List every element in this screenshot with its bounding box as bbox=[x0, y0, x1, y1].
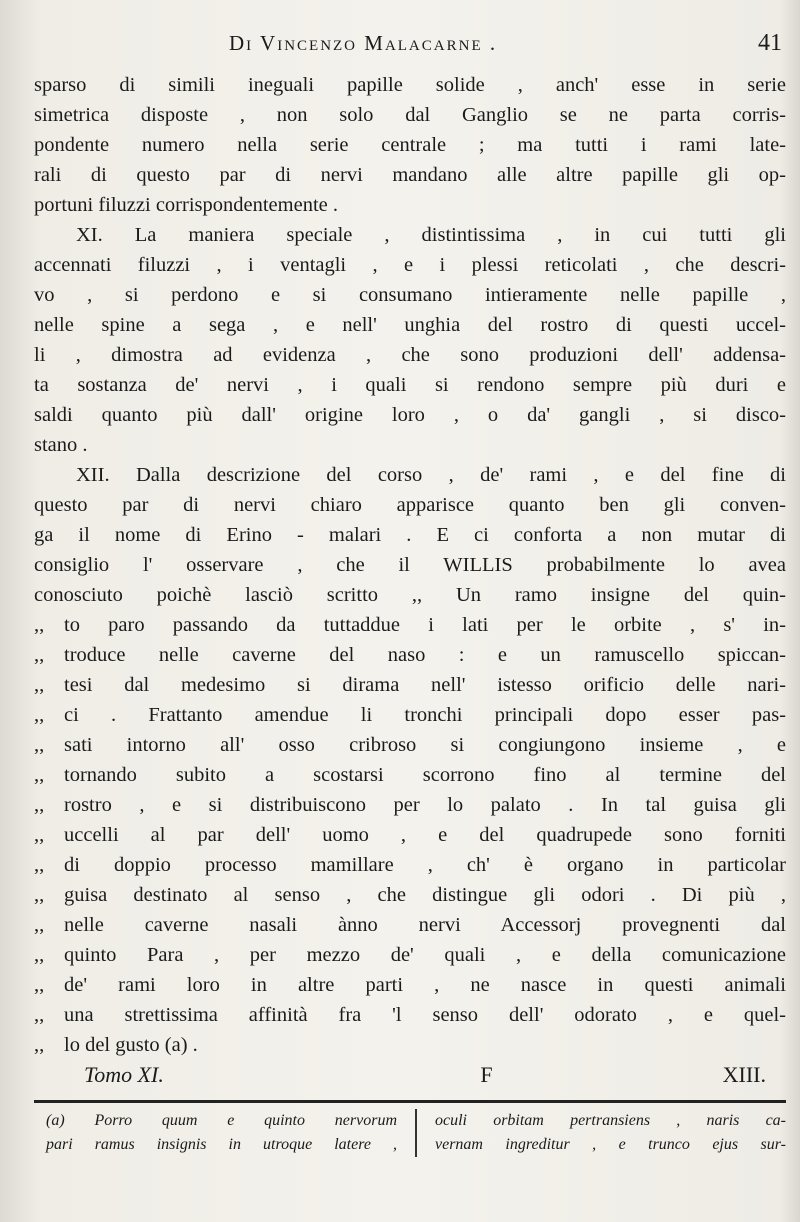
quote-line bbox=[34, 910, 786, 940]
text-line: accennati filuzzi , i ventagli , e i plessi reticolati , che descri- bbox=[34, 254, 786, 276]
text-line: stano . bbox=[34, 434, 88, 456]
text-line: rali di questo par di nervi mandano alle altre papille gli op- bbox=[34, 164, 786, 186]
quote-mark: ,, bbox=[34, 794, 45, 816]
footnotes bbox=[34, 1109, 786, 1157]
text-line: li , dimostra ad evidenza , che sono produzioni dell' addensa- bbox=[34, 344, 786, 366]
footnote-column-left bbox=[34, 1109, 415, 1157]
running-head-title: Di Vincenzo Malacarne . bbox=[229, 31, 498, 55]
quote-line bbox=[34, 760, 786, 790]
quote-line bbox=[34, 880, 786, 910]
main-text bbox=[34, 70, 786, 1060]
quote-line-text: de' rami loro in altre parti , ne nasce in questi animali bbox=[64, 974, 786, 996]
text-line: conosciuto poichè lasciò scritto ,, Un ramo insigne del quin- bbox=[34, 584, 786, 606]
footnote-line: (a) Porro quum e quinto nervorum bbox=[46, 1112, 397, 1129]
quote-line bbox=[34, 640, 786, 670]
quote-line-text: ci . Frattanto amendue li tronchi principali dopo esser pas- bbox=[64, 704, 786, 726]
text-line: portuni filuzzi corrispondentemente . bbox=[34, 194, 338, 216]
quote-line bbox=[34, 670, 786, 700]
quote-line-text: lo del gusto (a) . bbox=[64, 1034, 198, 1056]
quote-line-text: una strettissima affinità fra 'l senso dell' odorato , e quel- bbox=[64, 1004, 786, 1026]
text-line: questo par di nervi chiaro apparisce quanto ben gli conven- bbox=[34, 494, 786, 516]
footnote-line: pari ramus insignis in utroque latere , bbox=[46, 1136, 397, 1153]
text-line: ta sostanza de' nervi , i quali si rendono sempre più duri e bbox=[34, 374, 786, 396]
quote-line-text: tornando subito a scostarsi scorrono fino al termine del bbox=[64, 764, 786, 786]
text-line: XII. Dalla descrizione del corso , de' rami , e del fine di bbox=[76, 464, 786, 486]
footnote-line: vernam ingreditur , e trunco ejus sur- bbox=[435, 1136, 786, 1153]
footnote-line: oculi orbitam pertransiens , naris ca- bbox=[435, 1112, 786, 1129]
quote-mark: ,, bbox=[34, 854, 45, 876]
quote-mark: ,, bbox=[34, 764, 45, 786]
footnote-column-right bbox=[415, 1109, 786, 1157]
running-head bbox=[34, 30, 786, 70]
text-line: sparso di simili ineguali papille solide , anch' esse in serie bbox=[34, 74, 786, 96]
text-line: ga il nome di Erino - malari . E ci conforta a non mutar di bbox=[34, 524, 786, 546]
quote-line bbox=[34, 850, 786, 880]
text-line: XI. La maniera speciale , distintissima , in cui tutti gli bbox=[76, 224, 786, 246]
text-line: simetrica disposte , non solo dal Ganglio se ne parta corris- bbox=[34, 104, 786, 126]
quote-line-text: uccelli al par dell' uomo , e del quadrupede sono forniti bbox=[64, 824, 786, 846]
quote-line-text: sati intorno all' osso cribroso si congiungono insieme , e bbox=[64, 734, 786, 756]
quote-mark: ,, bbox=[34, 914, 45, 936]
text-line: nelle spine a sega , e nell' unghia del rostro di questi uccel- bbox=[34, 314, 786, 336]
quote-mark: ,, bbox=[34, 1034, 45, 1056]
quote-line-text: quinto Para , per mezzo de' quali , e della comunicazione bbox=[64, 944, 786, 966]
quote-mark: ,, bbox=[34, 674, 45, 696]
quote-line bbox=[34, 940, 786, 970]
quote-mark: ,, bbox=[34, 1004, 45, 1026]
quote-mark: ,, bbox=[34, 704, 45, 726]
quote-mark: ,, bbox=[34, 734, 45, 756]
quote-line-text: nelle caverne nasali ànno nervi Accessorj provegnenti dal bbox=[64, 914, 786, 936]
text-line: saldi quanto più dall' origine loro , o da' gangli , si disco- bbox=[34, 404, 786, 426]
quote-line-text: guisa destinato al senso , che distingue gli odori . Di più , bbox=[64, 884, 786, 906]
catchword: XIII. bbox=[722, 1062, 766, 1087]
quote-mark: ,, bbox=[34, 824, 45, 846]
signature-mark: F bbox=[480, 1062, 493, 1087]
quoted-passage bbox=[34, 610, 786, 1060]
quote-line bbox=[34, 820, 786, 850]
text-line: vo , si perdono e si consumano intieramente nelle papille , bbox=[34, 284, 786, 306]
quote-mark: ,, bbox=[34, 884, 45, 906]
text-line: consiglio l' osservare , che il WILLIS probabilmente lo avea bbox=[34, 554, 786, 576]
page-number: 41 bbox=[758, 30, 782, 56]
volume-label: Tomo XI. bbox=[84, 1062, 164, 1087]
text-line: pondente numero nella serie centrale ; ma tutti i rami late- bbox=[34, 134, 786, 156]
quote-line-text: rostro , e si distribuiscono per lo palato . In tal guisa gli bbox=[64, 794, 786, 816]
quote-line bbox=[34, 790, 786, 820]
quote-line bbox=[34, 1000, 786, 1030]
quote-mark: ,, bbox=[34, 974, 45, 996]
quote-mark: ,, bbox=[34, 614, 45, 636]
quote-mark: ,, bbox=[34, 944, 45, 966]
quote-line bbox=[34, 610, 786, 640]
quote-line bbox=[34, 700, 786, 730]
page-footer bbox=[34, 1062, 786, 1098]
quote-line-text: to paro passando da tuttaddue i lati per le orbite , s' in- bbox=[64, 614, 786, 636]
quote-line bbox=[34, 1030, 786, 1060]
quote-line bbox=[34, 730, 786, 760]
footnote-rule bbox=[34, 1100, 786, 1103]
quote-line-text: troduce nelle caverne del naso : e un ramuscello spiccan- bbox=[64, 644, 786, 666]
quote-mark: ,, bbox=[34, 644, 45, 666]
quote-line-text: di doppio processo mamillare , ch' è organo in particolar bbox=[64, 854, 786, 876]
quote-line bbox=[34, 970, 786, 1000]
quote-line-text: tesi dal medesimo si dirama nell' istesso orificio delle nari- bbox=[64, 674, 786, 696]
